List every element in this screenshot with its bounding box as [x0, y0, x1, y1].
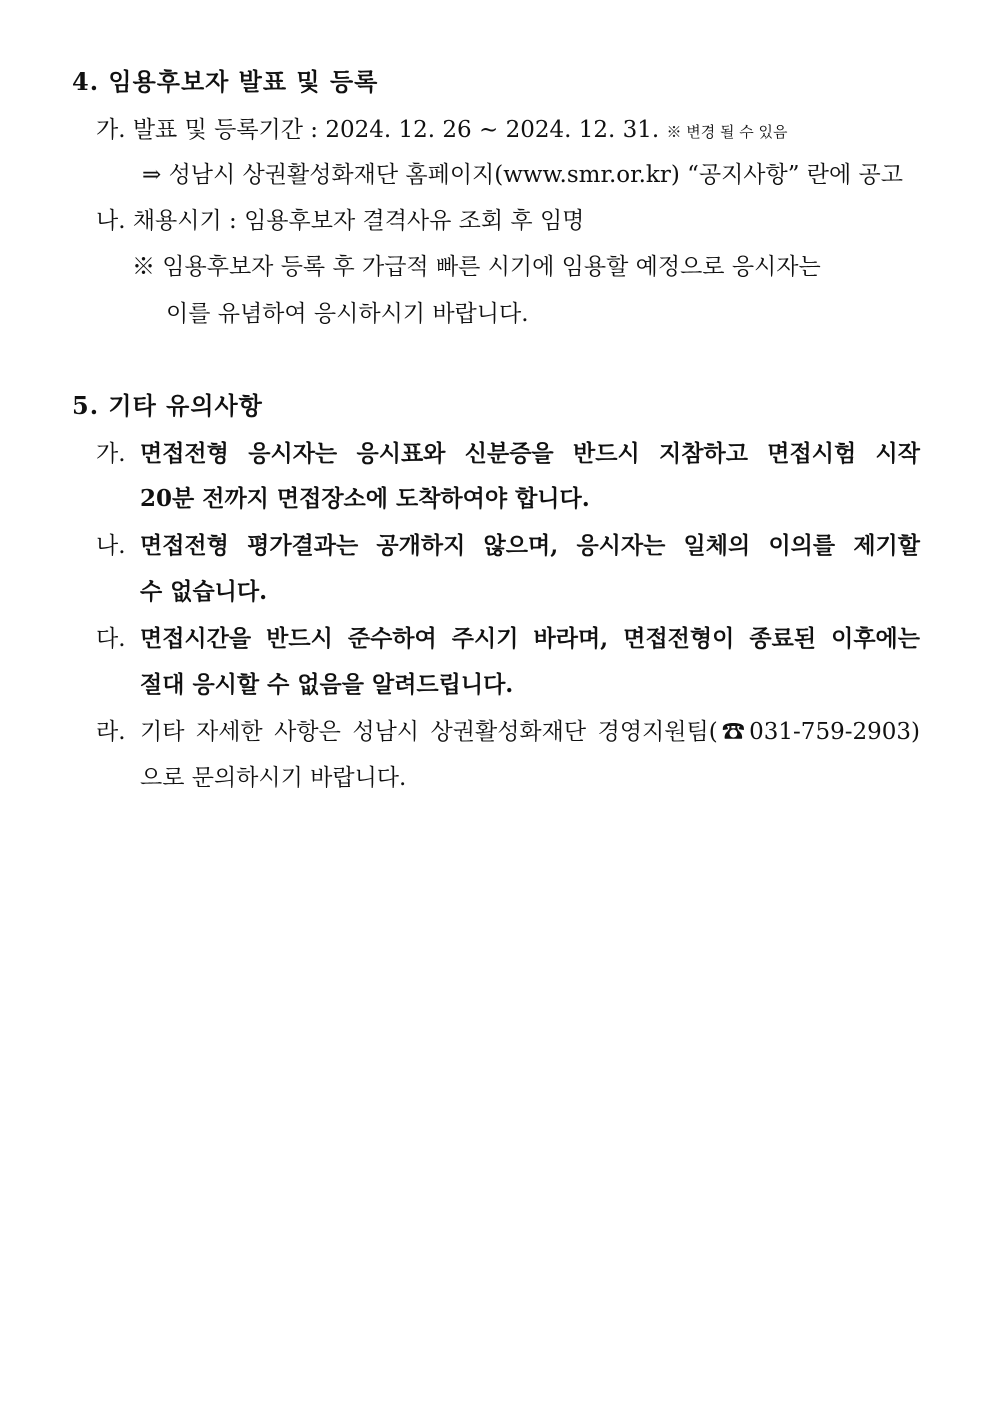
- section-4-item-ga: [96, 114, 788, 148]
- item-marker: 나.: [96, 208, 126, 234]
- section-5-item-marker: 가.: [96, 441, 126, 467]
- section-4-title: 4. 임용후보자 발표 및 등록: [72, 67, 379, 96]
- section-5-item-line: 수 없습니다.: [140, 578, 268, 605]
- section-5-item-line: 기타 자세한 사항은 성남시 상권활성화재단 경영지원팀(☎031-759-2903): [140, 719, 920, 745]
- section-5-item-line: 절대 응시할 수 없음을 알려드립니다.: [140, 671, 514, 698]
- section-5-item-line: 면접전형 평가결과는 공개하지 않으며, 응시자는 일체의 이의를 제기할: [140, 532, 920, 559]
- change-note: ※ 변경 될 수 있음: [666, 123, 788, 141]
- section-5-item-marker: 라.: [96, 719, 126, 745]
- item-marker: 가.: [96, 117, 126, 143]
- section-5-item-line: 으로 문의하시기 바랍니다.: [140, 765, 407, 791]
- section-4-item-na: [96, 205, 584, 237]
- section-5-item-line: 20분 전까지 면접장소에 도착하여야 합니다.: [140, 485, 590, 512]
- homepage-notice: ⇒ 성남시 상권활성화재단 홈페이지(www.smr.or.kr) “공지사항” 란에 공고: [142, 162, 903, 188]
- remark-line-1: ※ 임용후보자 등록 후 가급적 빠른 시기에 임용할 예정으로 응시자는: [132, 254, 821, 280]
- registration-period-text: 발표 및 등록기간 : 2024. 12. 26 ∼ 2024. 12. 31.: [132, 117, 660, 143]
- section-5-item-marker: 나.: [96, 533, 126, 559]
- hiring-timing-text: 채용시기 : 임용후보자 결격사유 조회 후 임명: [132, 208, 585, 234]
- section-5-item-line: 면접전형 응시자는 응시표와 신분증을 반드시 지참하고 면접시험 시작: [140, 440, 920, 467]
- section-5-item-line: 면접시간을 반드시 준수하여 주시기 바라며, 면접전형이 종료된 이후에는: [140, 625, 920, 652]
- remark-line-2: 이를 유념하여 응시하시기 바랍니다.: [166, 301, 529, 327]
- section-5-title: 5. 기타 유의사항: [72, 391, 263, 420]
- section-5-item-marker: 다.: [96, 626, 126, 652]
